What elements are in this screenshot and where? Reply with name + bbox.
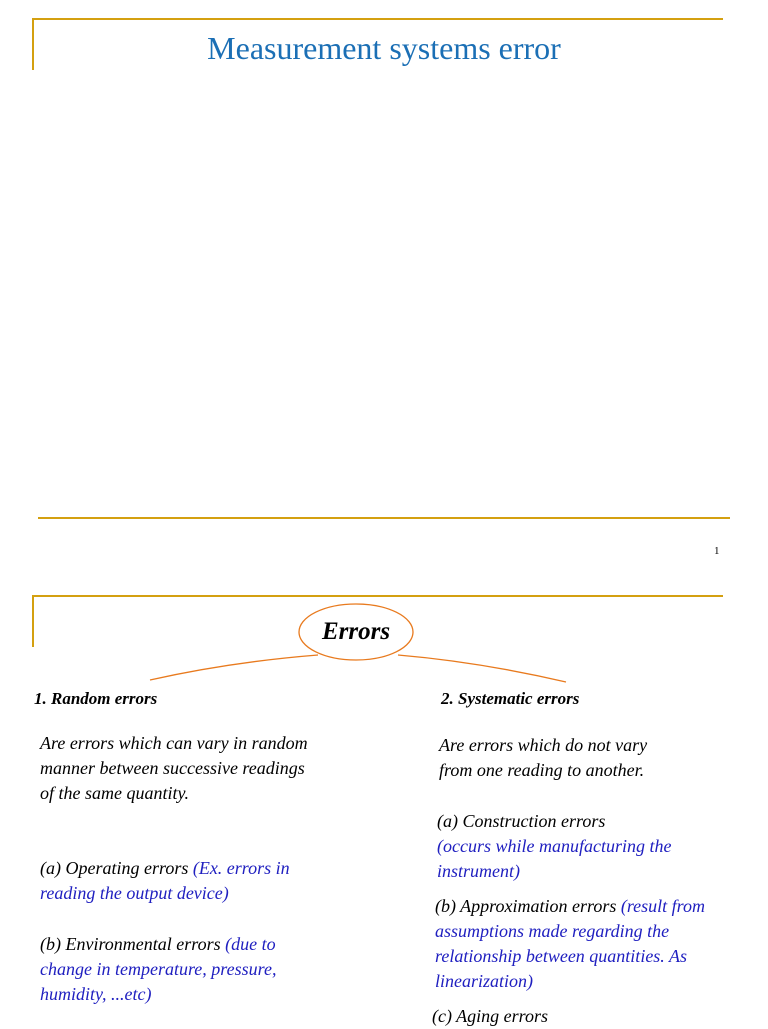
description-line: Are errors which do not vary xyxy=(439,735,648,755)
item-line: (c) Aging errors xyxy=(432,1006,548,1026)
description-line: of the same quantity. xyxy=(40,783,189,803)
item-line: linearization) xyxy=(435,971,533,991)
environmental-errors-item xyxy=(40,932,390,1007)
item-line: (a) Construction errors xyxy=(437,811,606,831)
slide1-top-rule xyxy=(32,18,723,20)
aging-errors-item xyxy=(432,1004,762,1029)
description-line: Are errors which can vary in random xyxy=(40,733,308,753)
left-branch-arc xyxy=(150,655,318,680)
errors-title: Errors xyxy=(321,618,391,645)
slide-title: Measurement systems error xyxy=(207,30,561,66)
slide1-bottom-rule xyxy=(38,517,730,519)
item-line: (occurs while manufacturing the xyxy=(437,836,672,856)
description-line: manner between successive readings xyxy=(40,758,305,778)
item-line: instrument) xyxy=(437,861,520,881)
item-line: reading the output device) xyxy=(40,883,229,903)
item-line: (b) Approximation errors (result from xyxy=(435,896,705,916)
right-branch-arc xyxy=(398,655,566,682)
approximation-errors-item xyxy=(435,894,765,994)
systematic-errors-description xyxy=(439,733,759,783)
item-line: (a) Operating errors (Ex. errors in xyxy=(40,858,290,878)
description-line: from one reading to another. xyxy=(439,760,645,780)
random-errors-description xyxy=(40,731,390,806)
page-number: 1 xyxy=(714,545,720,557)
item-line: (b) Environmental errors (due to xyxy=(40,934,276,954)
item-line: relationship between quantities. As xyxy=(435,946,687,966)
systematic-errors-heading: 2. Systematic errors xyxy=(441,689,580,708)
slide2-top-rule xyxy=(32,595,723,597)
random-errors-heading: 1. Random errors xyxy=(34,689,158,708)
item-line: humidity, ...etc) xyxy=(40,984,152,1004)
construction-errors-item xyxy=(437,809,762,884)
operating-errors-item xyxy=(40,856,390,906)
item-line: change in temperature, pressure, xyxy=(40,959,277,979)
item-line: assumptions made regarding the xyxy=(435,921,670,941)
